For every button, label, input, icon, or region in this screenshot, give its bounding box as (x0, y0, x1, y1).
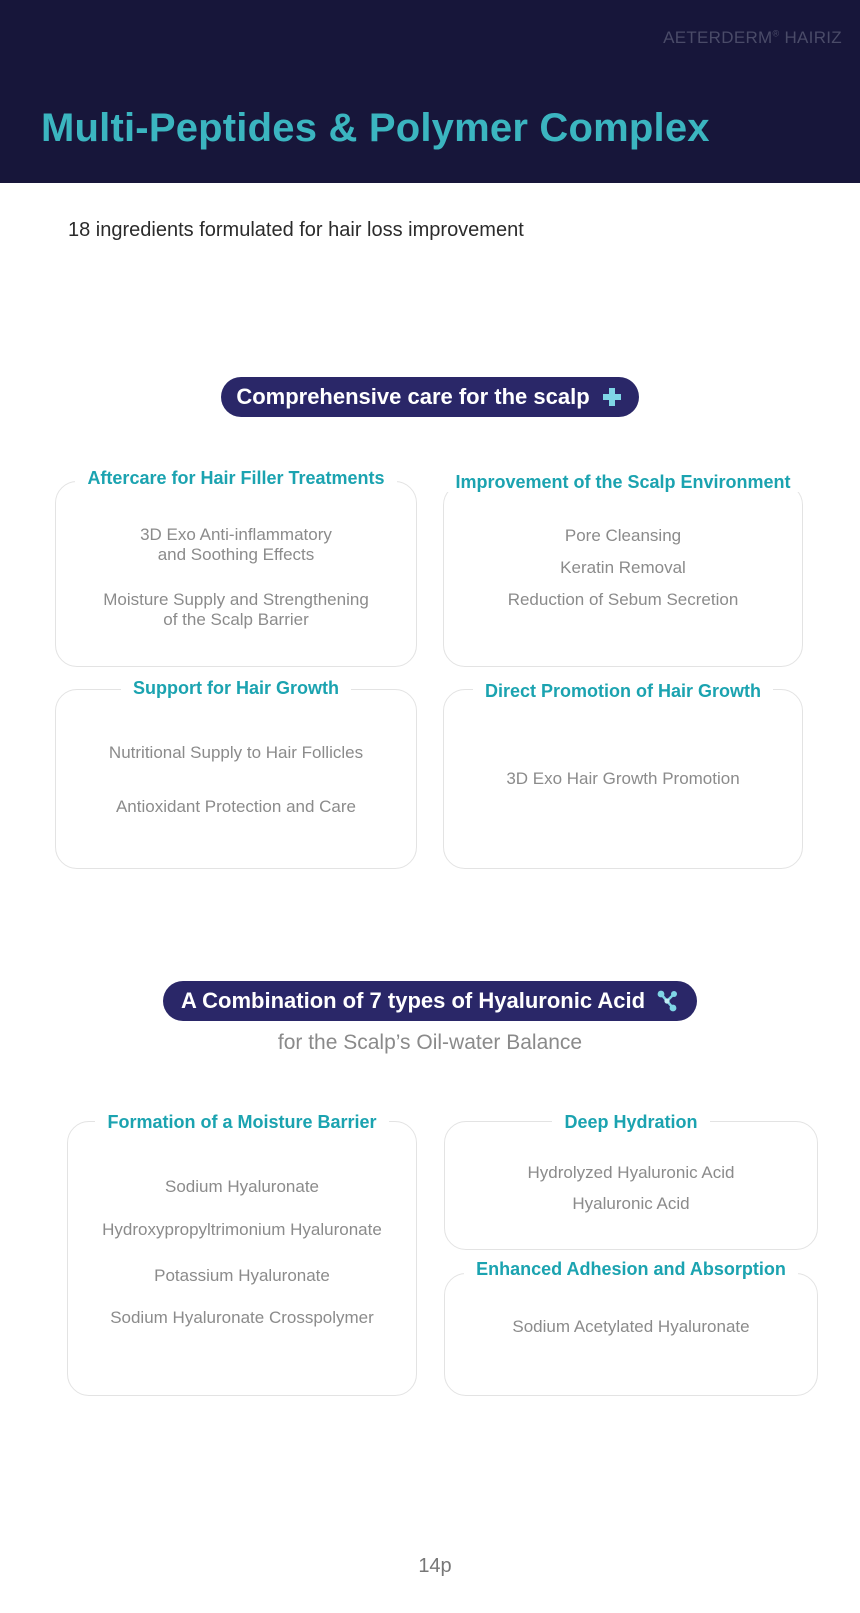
section-tagline: for the Scalp’s Oil-water Balance (277, 1031, 583, 1054)
card-title-direct-hair-growth: Direct Promotion of Hair Growth (443, 681, 803, 702)
list-item: Antioxidant Protection and Care (115, 797, 357, 816)
page-title: Multi-Peptides & Polymer Complex (41, 106, 710, 150)
section-pill-hyaluronic (163, 981, 697, 1021)
list-item: 3D Exo Anti-inflammatory and Soothing Effects (140, 525, 332, 564)
card-items-scalp-environment (443, 526, 803, 610)
list-item: Pore Cleansing (564, 526, 682, 545)
card-items-direct-hair-growth (443, 769, 803, 789)
card-items-hair-growth-support (55, 743, 417, 817)
page-header (0, 0, 860, 183)
section-pill-label: A Combination of 7 types of Hyaluronic Acid (180, 988, 646, 1013)
list-item: Hyaluronic Acid (572, 1194, 690, 1213)
card-title-aftercare: Aftercare for Hair Filler Treatments (55, 468, 417, 489)
card-title-moisture-barrier: Formation of a Moisture Barrier (67, 1112, 417, 1133)
page-subtitle: 18 ingredients formulated for hair loss improvement (68, 219, 524, 241)
section-pill-scalp-care (221, 377, 639, 417)
list-item: Keratin Removal (560, 558, 686, 577)
list-item: Sodium Hyaluronate (164, 1177, 320, 1196)
page-number: 14p (418, 1555, 452, 1577)
list-item: Potassium Hyaluronate (154, 1266, 330, 1285)
brand-logo: AETERDERM® HAIRIZ (663, 28, 842, 47)
list-item: Reduction of Sebum Secretion (507, 590, 739, 609)
list-item: Hydroxypropyltrimonium Hyaluronate (102, 1220, 382, 1239)
card-items-moisture-barrier (67, 1177, 417, 1328)
card-items-adhesion-absorption (444, 1317, 818, 1337)
list-item: Hydrolyzed Hyaluronic Acid (527, 1163, 735, 1182)
card-title-adhesion-absorption: Enhanced Adhesion and Absorption (444, 1259, 818, 1280)
plus-icon (600, 385, 624, 409)
section-pill-label: Comprehensive care for the scalp (236, 384, 590, 409)
molecule-icon (655, 989, 679, 1013)
list-item: 3D Exo Hair Growth Promotion (506, 769, 740, 788)
card-title-scalp-environment: Improvement of the Scalp Environment (443, 472, 803, 493)
list-item: Nutritional Supply to Hair Follicles (108, 743, 364, 762)
list-item: Moisture Supply and Strengthening of the Scalp Barrier (103, 590, 369, 629)
card-title-deep-hydration: Deep Hydration (444, 1112, 818, 1133)
card-items-aftercare (55, 525, 417, 630)
list-item: Sodium Hyaluronate Crosspolymer (110, 1308, 374, 1327)
card-items-deep-hydration (444, 1163, 818, 1214)
list-item: Sodium Acetylated Hyaluronate (512, 1317, 750, 1336)
card-title-hair-growth-support: Support for Hair Growth (55, 678, 417, 699)
